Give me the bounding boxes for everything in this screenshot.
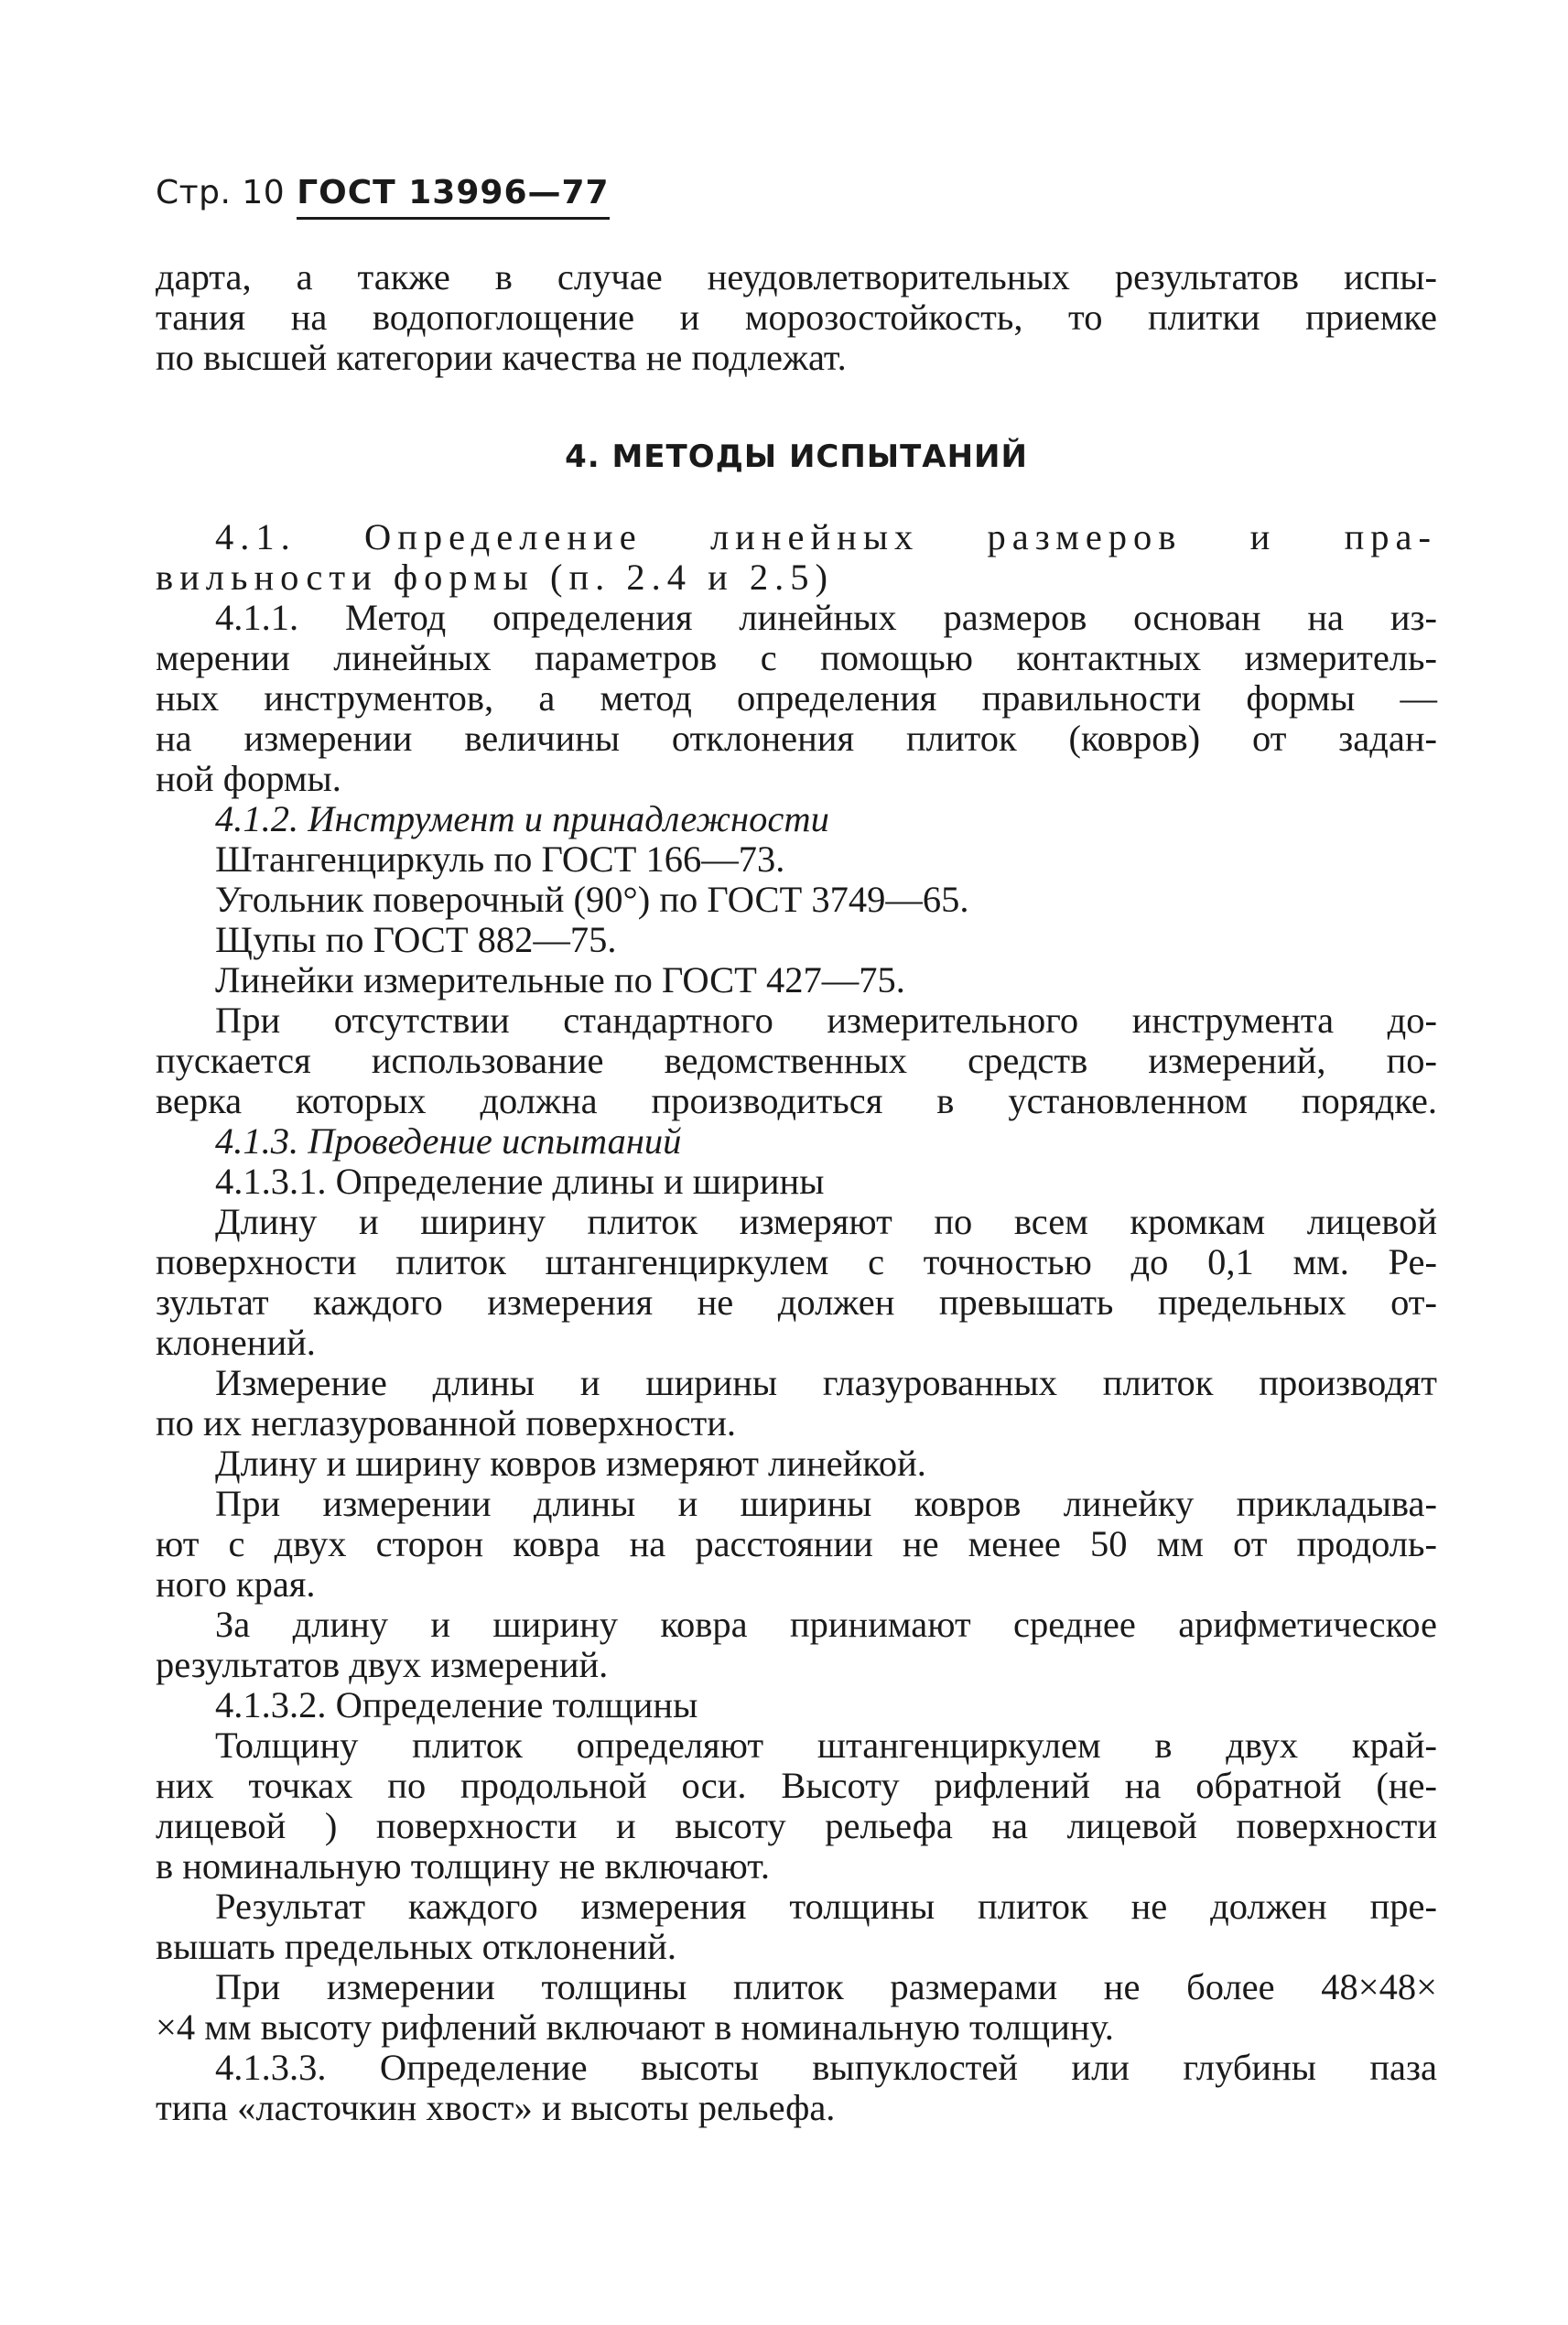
clause-heading-line: вильности формы (п. 2.4 и 2.5) bbox=[156, 557, 835, 598]
clause-4-1-3-2 bbox=[156, 1685, 1437, 2048]
instrument-item: Угольник поверочный (90°) по ГОСТ 3749—65. bbox=[215, 879, 969, 920]
text-line: зультат каждого измерения не должен превышать предельных от- bbox=[156, 1281, 1437, 1323]
instrument-item: Линейки измерительные по ГОСТ 427—75. bbox=[215, 959, 905, 1000]
text-line: Длину и ширину плиток измеряют по всем кромкам лицевой bbox=[215, 1201, 1437, 1242]
text-line: 4.1.1. Метод определения линейных размеров основан на из- bbox=[215, 597, 1437, 638]
clause-4-1-3 bbox=[156, 1121, 1437, 1162]
text-line: ют с двух сторон ковра на расстоянии не менее 50 мм от продоль- bbox=[156, 1523, 1437, 1564]
text-line: в номинальную толщину не включают. bbox=[156, 1845, 771, 1887]
text-line: типа «ласточкин хвост» и высоты рельефа. bbox=[156, 2087, 836, 2128]
text-line: Измерение длины и ширины глазурованных плиток производят bbox=[215, 1362, 1437, 1403]
text-line: При отсутствии стандартного измерительного инструмента до- bbox=[215, 1000, 1437, 1041]
text-line: пускается использование ведомственных средств измерений, по- bbox=[156, 1040, 1437, 1081]
text-line: по их неглазурованной поверхности. bbox=[156, 1402, 737, 1444]
text-line: них точках по продольной оси. Высоту рифлений на обратной (не- bbox=[156, 1765, 1437, 1806]
text-line: Толщину плиток определяют штангенциркулем в двух край- bbox=[215, 1725, 1437, 1766]
text-line: Результат каждого измерения толщины плиток не должен пре- bbox=[215, 1886, 1437, 1927]
text-line: При измерении длины и ширины ковров линейку прикладыва- bbox=[215, 1483, 1437, 1524]
text-line: лицевой ) поверхности и высоту рельефа на лицевой поверхности bbox=[156, 1805, 1437, 1846]
clause-heading: 4.1.3.2. Определение толщины bbox=[215, 1684, 698, 1725]
section-title: 4. МЕТОДЫ ИСПЫТАНИЙ bbox=[565, 438, 1028, 475]
text-line: ного края. bbox=[156, 1563, 316, 1605]
text-line: клонений. bbox=[156, 1322, 316, 1363]
instrument-item: Щупы по ГОСТ 882—75. bbox=[215, 919, 617, 960]
text-line: верка которых должна производиться в установленном порядке. bbox=[156, 1080, 1437, 1121]
text-line: тания на водопоглощение и морозостойкость, то плитки приемке bbox=[156, 297, 1437, 338]
text-line: ной формы. bbox=[156, 758, 341, 799]
text-line: Длину и ширину ковров измеряют линейкой. bbox=[215, 1443, 926, 1484]
text-line: на измерении величины отклонения плиток (ковров) от задан- bbox=[156, 718, 1437, 759]
text-line: ных инструментов, а метод определения правильности формы — bbox=[156, 677, 1437, 719]
page-header bbox=[156, 174, 1437, 211]
standard-designation: ГОСТ 13996—77 bbox=[297, 174, 609, 220]
text-line: вышать предельных отклонений. bbox=[156, 1926, 676, 1967]
text-line: поверхности плиток штангенциркулем с точностью до 0,1 мм. Ре- bbox=[156, 1241, 1437, 1282]
clause-heading: 4.1.3.1. Определение длины и ширины bbox=[215, 1161, 825, 1202]
clause-4-1-3-3 bbox=[156, 2048, 1437, 2128]
clause-heading: 4.1.3. Проведение испытаний bbox=[215, 1120, 682, 1162]
clause-heading: 4.1.2. Инструмент и принадлежности bbox=[215, 798, 829, 839]
text-line: по высшей категории качества не подлежат. bbox=[156, 337, 847, 378]
text-line: мерении линейных параметров с помощью контактных измеритель- bbox=[156, 637, 1437, 678]
instrument-item: Штангенциркуль по ГОСТ 166—73. bbox=[215, 838, 785, 880]
text-line: ×4 мм высоту рифлений включают в номинальную толщину. bbox=[156, 2006, 1114, 2048]
clause-4-1-3-1 bbox=[156, 1162, 1437, 1685]
intro-paragraph bbox=[156, 257, 1437, 378]
text-line: При измерении толщины плиток размерами не более 48×48× bbox=[215, 1966, 1437, 2007]
text-line: дарта, а также в случае неудовлетворительных результатов испы- bbox=[156, 256, 1437, 297]
clause-4-1-2 bbox=[156, 799, 1437, 1121]
clause-4-1 bbox=[156, 517, 1437, 598]
document-page bbox=[156, 174, 1437, 2128]
page-number-label: Стр. 10 bbox=[156, 174, 286, 211]
text-line: 4.1.3.3. Определение высоты выпуклостей или глубины паза bbox=[215, 2047, 1437, 2088]
text-line: результатов двух измерений. bbox=[156, 1644, 609, 1685]
clause-4-1-1 bbox=[156, 598, 1437, 799]
text-line: За длину и ширину ковра принимают среднее арифметическое bbox=[215, 1604, 1437, 1645]
clause-heading-line: 4.1. Определение линейных размеров и пра- bbox=[215, 516, 1437, 557]
